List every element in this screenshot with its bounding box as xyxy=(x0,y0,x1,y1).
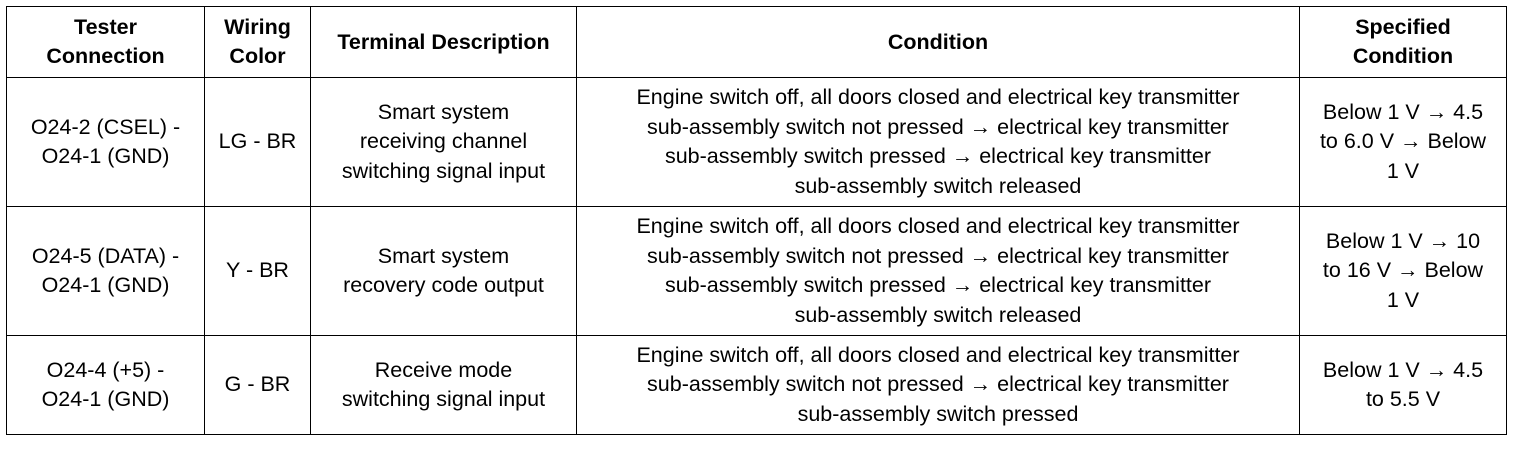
cell-text: Engine switch off, all doors closed and electrical key transmitter xyxy=(636,342,1240,367)
cell-terminal-description xyxy=(311,207,577,336)
header-tester-connection xyxy=(7,7,205,78)
header-terminal-description xyxy=(311,7,577,78)
cell-text: 1 V xyxy=(1386,287,1420,312)
cell-condition xyxy=(577,336,1300,435)
header-text: Specified xyxy=(1355,15,1451,39)
cell-text: sub-assembly switch not pressed → electrical key transmitter xyxy=(647,243,1229,268)
cell-text: O24-1 (GND) xyxy=(41,273,170,297)
cell-text: sub-assembly switch pressed xyxy=(797,401,1079,426)
cell-text: Smart system xyxy=(377,99,510,124)
cell-terminal-description xyxy=(311,336,577,435)
cell-text: LG - BR xyxy=(218,129,297,154)
cell-text: sub-assembly switch not pressed → electrical key transmitter xyxy=(647,114,1229,139)
cell-text: recovery code output xyxy=(343,273,544,297)
cell-text: sub-assembly switch pressed → electrical key transmitter xyxy=(664,273,1212,297)
cell-text: Below 1 V → 10 xyxy=(1325,228,1481,253)
cell-text: O24-1 (GND) xyxy=(41,387,170,411)
cell-text: 1 V xyxy=(1386,158,1420,183)
cell-tester-connection xyxy=(7,78,205,207)
cell-text: O24-4 (+5) - xyxy=(46,357,165,382)
cell-text: switching signal input xyxy=(341,158,546,183)
header-specified-condition xyxy=(1300,7,1507,78)
cell-text: Engine switch off, all doors closed and electrical key transmitter xyxy=(636,85,1240,109)
cell-text: to 6.0 V → Below xyxy=(1319,129,1487,154)
cell-condition xyxy=(577,78,1300,207)
table-row xyxy=(7,207,1507,336)
cell-text: G - BR xyxy=(224,372,291,397)
header-text: Tester xyxy=(74,15,137,39)
cell-wiring-color xyxy=(205,78,311,207)
table-row xyxy=(7,78,1507,207)
header-text: Condition xyxy=(887,29,989,54)
cell-text: O24-1 (GND) xyxy=(41,144,170,168)
cell-wiring-color xyxy=(205,336,311,435)
cell-text: sub-assembly switch released xyxy=(794,173,1082,198)
cell-condition xyxy=(577,207,1300,336)
cell-text: Smart system xyxy=(377,243,510,268)
header-text: Connection xyxy=(46,44,165,68)
cell-text: to 5.5 V xyxy=(1365,387,1441,411)
table-header-row xyxy=(7,7,1507,78)
header-wiring-color xyxy=(205,7,311,78)
cell-text: receiving channel xyxy=(359,129,528,154)
cell-text: Engine switch off, all doors closed and electrical key transmitter xyxy=(636,214,1240,238)
cell-text: to 16 V → Below xyxy=(1322,258,1484,283)
tester-connection-table xyxy=(6,6,1507,435)
header-text: Color xyxy=(229,44,286,68)
header-text: Wiring xyxy=(224,15,291,39)
header-text: Terminal Description xyxy=(337,29,550,54)
cell-text: Below 1 V → 4.5 xyxy=(1322,99,1484,124)
cell-text: Receive mode xyxy=(374,357,513,382)
cell-terminal-description xyxy=(311,78,577,207)
table-row xyxy=(7,336,1507,435)
header-condition xyxy=(577,7,1300,78)
cell-tester-connection xyxy=(7,207,205,336)
cell-tester-connection xyxy=(7,336,205,435)
cell-text: O24-5 (DATA) - xyxy=(31,243,180,268)
cell-text: sub-assembly switch pressed → electrical key transmitter xyxy=(664,144,1212,168)
cell-specified-condition xyxy=(1300,78,1507,207)
cell-specified-condition xyxy=(1300,336,1507,435)
cell-text: Y - BR xyxy=(226,258,289,283)
header-text: Condition xyxy=(1352,44,1454,68)
cell-wiring-color xyxy=(205,207,311,336)
cell-text: switching signal input xyxy=(341,387,546,411)
cell-text: Below 1 V → 4.5 xyxy=(1322,357,1484,382)
cell-text: O24-2 (CSEL) - xyxy=(30,114,181,139)
cell-text: sub-assembly switch not pressed → electrical key transmitter xyxy=(647,372,1229,397)
cell-text: sub-assembly switch released xyxy=(794,302,1082,327)
cell-specified-condition xyxy=(1300,207,1507,336)
